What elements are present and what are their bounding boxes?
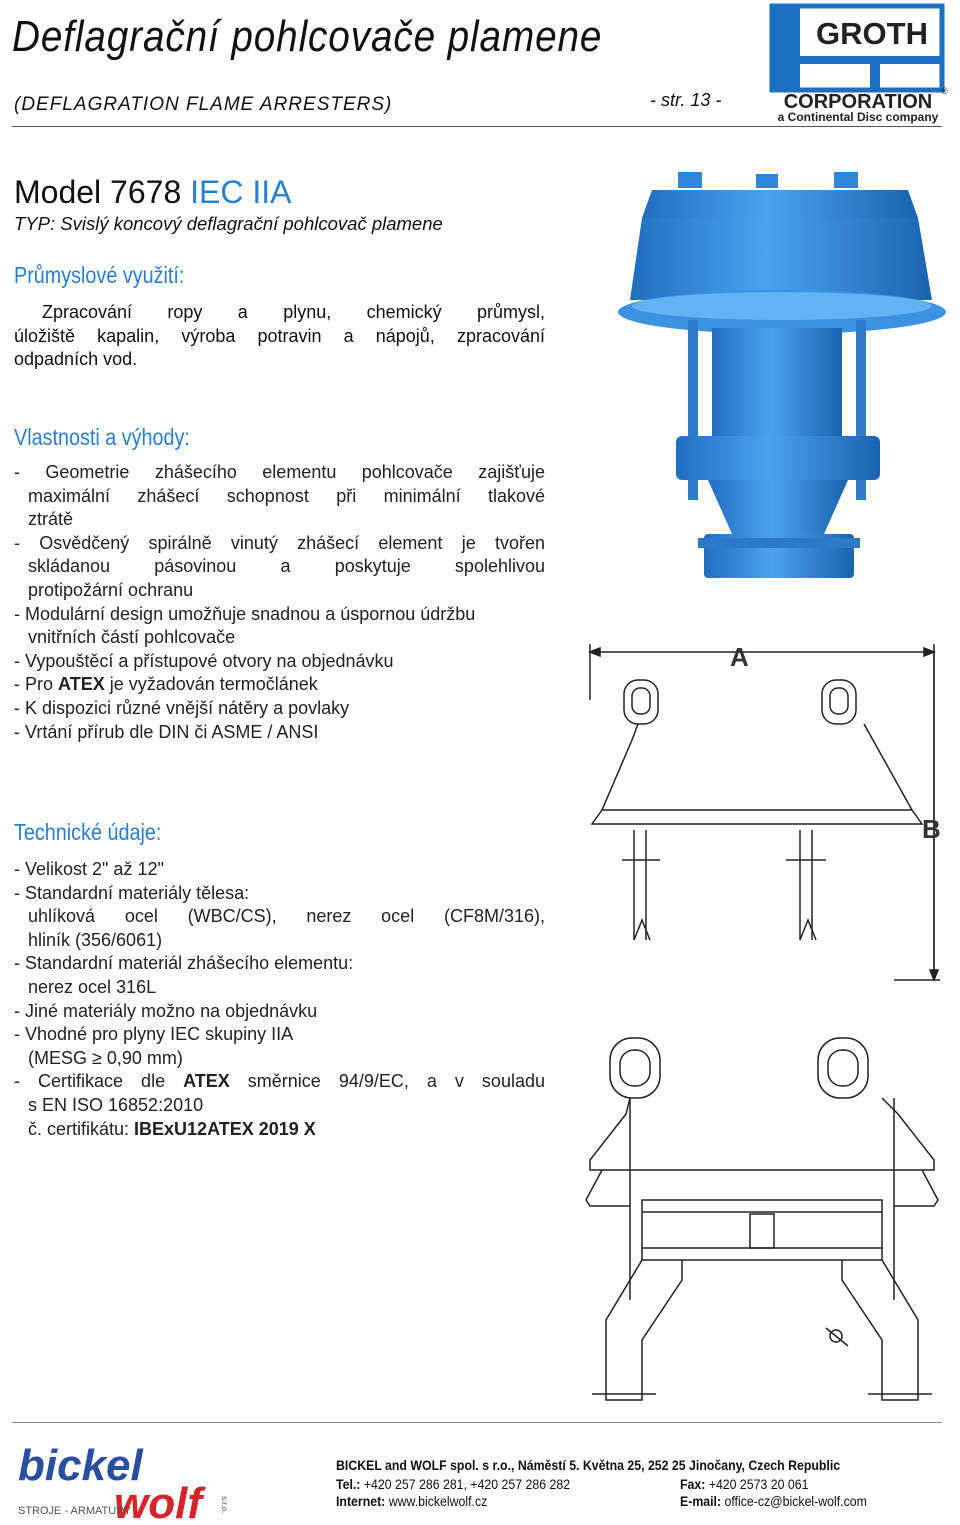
list-item: s EN ISO 16852:2010 <box>28 1094 204 1115</box>
brand-name: GROTH <box>816 16 928 51</box>
footer-divider <box>12 1422 942 1423</box>
list-item-text: - Certifikace dle <box>14 1071 166 1092</box>
web-value[interactable]: www.bickelwolf.cz <box>385 1493 488 1509</box>
model-type: TYP: Svislý koncový deflagrační pohlcovač plamene <box>14 213 443 234</box>
page-number: - str. 13 - <box>650 90 722 110</box>
industrial-heading: Průmyslové využití: <box>14 262 185 288</box>
list-item: - Vypouštěcí a přístupové otvory na objednávku <box>14 650 394 671</box>
list-item: - K dispozici různé vnější nátěry a povlaky <box>14 697 350 718</box>
logo-wolf: wolf <box>114 1479 202 1525</box>
page-subtitle: (DEFLAGRATION FLAME ARRESTERS) <box>14 94 393 115</box>
list-item: ztrátě <box>28 509 74 530</box>
list-item: - Geometrie zhášecího elementu pohlcovače zajišťuje <box>14 462 545 482</box>
email-value[interactable]: office-cz@bickel-wolf.com <box>721 1493 867 1509</box>
registered-mark: ® <box>941 86 948 96</box>
brand-corp: CORPORATION <box>783 91 933 113</box>
product-photo <box>612 160 948 592</box>
list-item: - Jiné materiály možno na objednávku <box>14 1000 318 1021</box>
model-heading <box>14 174 291 211</box>
header-divider <box>12 126 942 127</box>
footer-tel <box>336 1475 570 1493</box>
list-item-text: směrnice 94/9/EC, a v souladu <box>229 1071 545 1092</box>
model-name: Model 7678 <box>14 174 182 210</box>
list-item: - Standardní materiály tělesa: <box>14 882 250 903</box>
dimension-a-label: A <box>730 642 749 672</box>
model-class: IEC IIA <box>190 174 292 210</box>
brand-tagline: a Continental Disc company <box>777 110 939 124</box>
footer-web <box>336 1492 487 1510</box>
footer-email <box>680 1492 867 1510</box>
list-item: nerez ocel 316L <box>28 976 157 997</box>
list-item: (MESG ≥ 0,90 mm) <box>28 1047 183 1068</box>
email-label: E-mail: <box>680 1493 722 1509</box>
list-item: - Vrtání přírub dle DIN či ASME / ANSI <box>14 721 319 742</box>
list-item-text: č. certifikátu: <box>28 1118 135 1139</box>
list-item <box>14 673 545 697</box>
footer-contact <box>332 1448 944 1520</box>
atex-label: ATEX <box>58 674 105 695</box>
list-item: maximální zhášecí schopnost při minimální tlakové <box>28 485 545 506</box>
logo-sro: s.r.o. <box>220 1496 229 1514</box>
features-heading: Vlastnosti a výhody: <box>14 424 190 450</box>
tel-value: +420 257 286 281, +420 257 286 282 <box>360 1476 571 1492</box>
groth-logo <box>770 4 946 124</box>
list-item: uhlíková ocel (WBC/CS), nerez ocel (CF8M/316), <box>28 906 545 927</box>
list-item: - Vhodné pro plyny IEC skupiny IIA <box>14 1024 294 1045</box>
technical-heading: Technické údaje: <box>14 819 162 845</box>
list-item: - Modulární design umožňuje snadnou a úspornou údržbu <box>14 603 476 624</box>
industrial-line: úložiště kapalin, výroba potravin a nápojů, zpracování <box>14 325 545 346</box>
atex-label: ATEX <box>183 1071 230 1092</box>
list-item-text: je vyžadován termočlánek <box>104 674 318 695</box>
list-item: protipožární ochranu <box>28 579 194 600</box>
technical-list <box>14 858 545 1141</box>
features-list <box>14 461 545 744</box>
fax-value: +420 2573 20 061 <box>705 1476 809 1492</box>
industrial-line: Zpracování ropy a plynu, chemický průmysl, <box>42 302 545 322</box>
list-item: - Velikost 2" až 12" <box>14 859 164 879</box>
footer-company-text: BICKEL and WOLF spol. s r.o., Náměstí 5. Května 25, 252 25 Jinočany, Czech Republic <box>336 1457 841 1473</box>
list-item <box>14 1118 545 1142</box>
list-item: - Osvědčený spirálně vinutý zhášecí element je tvořen <box>14 532 545 553</box>
footer-fax <box>680 1475 808 1493</box>
list-item-text: - Pro <box>14 674 54 695</box>
industrial-line: odpadních vod. <box>14 349 138 369</box>
page-title: Deflagrační pohlcovače plamene <box>12 12 603 61</box>
fax-label: Fax: <box>680 1476 706 1492</box>
list-item: skládanou pásovinou a poskytuje spolehlivou <box>28 556 545 577</box>
list-item: - Standardní materiál zhášecího elementu: <box>14 953 354 974</box>
bickel-wolf-logo <box>14 1440 244 1525</box>
certificate-number: IBExU12ATEX 2019 X <box>134 1118 316 1139</box>
list-item <box>14 1070 545 1094</box>
web-label: Internet: <box>336 1493 386 1509</box>
dimension-drawing <box>582 640 942 1410</box>
footer-company <box>336 1456 840 1474</box>
tel-label: Tel.: <box>336 1476 361 1492</box>
dimension-b-label: B <box>922 814 941 844</box>
list-item: hliník (356/6061) <box>28 929 163 950</box>
industrial-text <box>14 301 545 372</box>
list-item: vnitřních částí pohlcovače <box>28 627 236 648</box>
logo-tagline: STROJE - ARMATURY <box>18 1505 132 1517</box>
logo-bickel: bickel <box>18 1441 143 1490</box>
